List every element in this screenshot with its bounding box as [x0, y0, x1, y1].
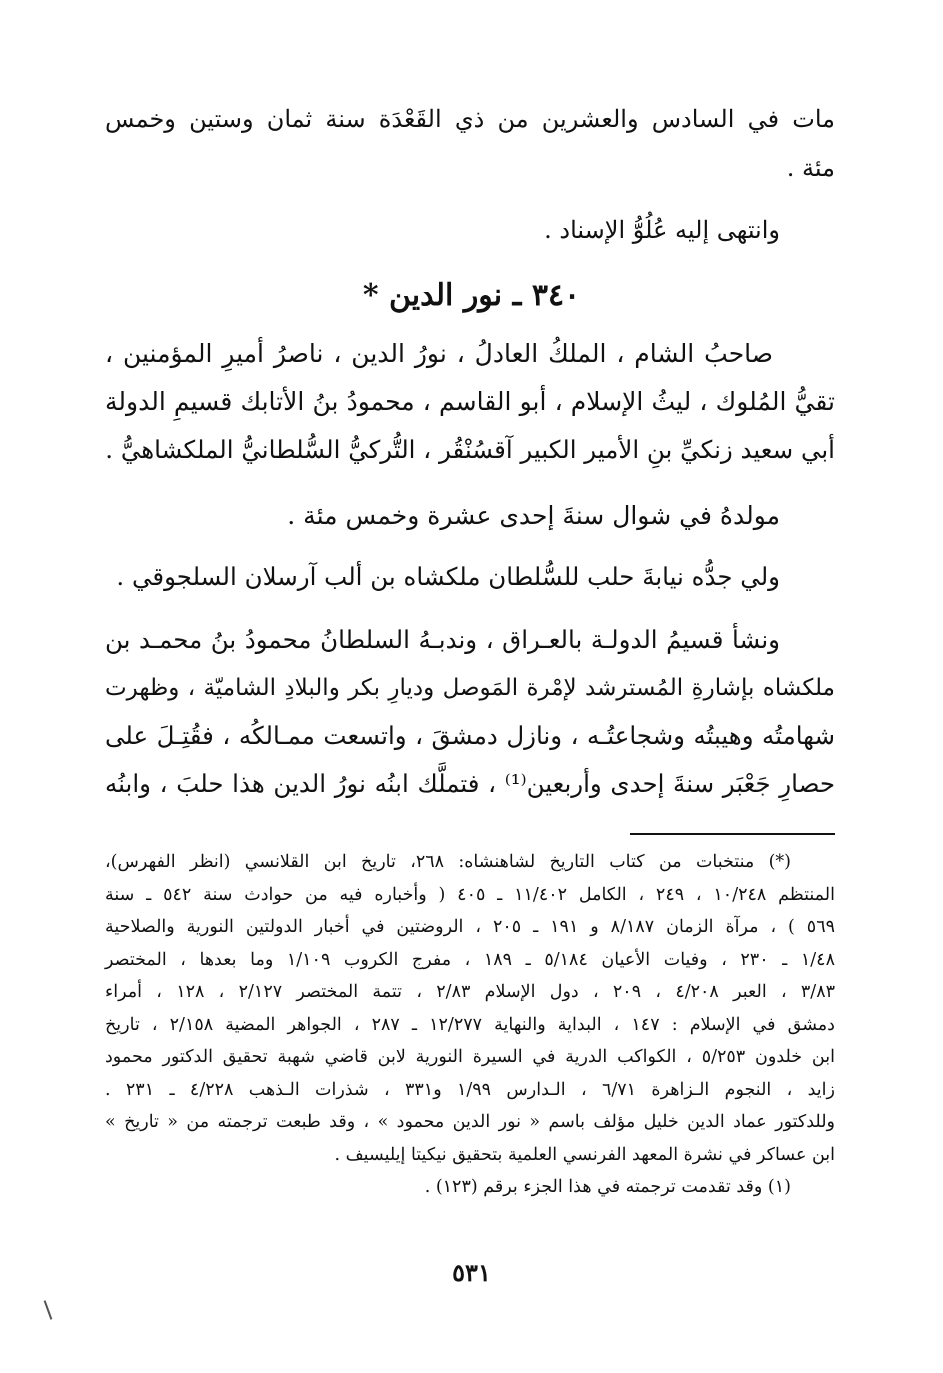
rise-line-2: ملكشاه بإشارةِ المُسترشد لإمْرة المَوصل وديارِ بكر والبلادِ الشاميّة ، وظهرت: [105, 675, 835, 701]
footnote-line: ابن خلدون ٥/٢٥٣ ، الكواكب الدرية في السيرة النورية لابن قاضي شهبة تحقيق الدكتور محمود: [105, 1047, 835, 1067]
page-number: ٥٣١: [452, 1258, 491, 1287]
footnote-divider: [630, 833, 835, 835]
footnote-line: وللدكتور عماد الدين خليل مؤلف باسم « نور الدين محمود » ، وقد طبعت ترجمته من « تاريخ »: [105, 1112, 835, 1132]
intro-sentence: وانتهى إليه عُلُوُّ الإسناد .: [544, 216, 780, 244]
footnote-line: ابن عساكر في نشرة المعهد الفرنسي العلمية بتحقيق نيكيتا إيليسيف .: [334, 1144, 835, 1165]
rise-line-1: ونشأ قسيمُ الدولـة بالعـراق ، وندبـهُ السلطانُ محمودُ بنُ محمـد بن: [105, 625, 780, 654]
footnote-line: (*) منتخبات من كتاب التاريخ لشاهنشاه: ٢٦٨، تاريخ ابن القلانسي (انظر الفهرس)،: [105, 852, 791, 872]
rise-paragraph: [105, 624, 835, 800]
footnote-line: (١) وقد تقدمت ترجمته في هذا الجزء برقم (١٢٣) .: [424, 1177, 791, 1197]
rise-line-4: حصارِ جَعْبَر سنةَ إحدى وأربعين⁽¹⁾ ، فتملَّك ابنُه نورُ الدين هذا حلبَ ، وابنُه: [105, 769, 835, 798]
footnote-line: المنتظم ١٠/٢٤٨ ، ٢٤٩ ، الكامل ١١/٤٠٢ ـ ٤٠٥ ( وأخباره فيه من حوادث سنة ٥٤٢ ـ سنة: [105, 884, 835, 905]
footnote-line: دمشق في الإسلام : ١٤٧ ، البداية والنهاية ١٢/٢٧٧ ـ ٢٨٧ ، الجواهر المضية ٢/١٥٨ ، تاريخ: [105, 1014, 835, 1035]
intro-sentence-block: [105, 214, 835, 246]
scan-mark: [44, 1300, 53, 1319]
footnote-line: ٥٦٩ ) ، مرآة الزمان ٨/١٨٧ و ١٩١ ـ ٢٠٥ ، الروضتين في أخبار الدولتين النورية والصلاحية: [105, 917, 835, 937]
entry-heading: ٣٤٠ ـ نور الدين *: [362, 278, 581, 313]
names-paragraph: [105, 338, 835, 466]
footnote-line: زايد ، النجوم الـزاهرة ٦/٧١ ، الـدارس ١/٩٩ و٣٣١ ، شذرات الـذهب ٤/٢٢٨ ـ ٢٣١ .: [105, 1079, 835, 1100]
birth-paragraph: [105, 500, 835, 532]
aleppo-paragraph: [105, 561, 835, 593]
intro-line-2: مئة .: [786, 154, 835, 182]
aleppo-line: ولي جدُّه نيابةَ حلب للسُّلطان ملكشاه بن ألب آرسلان السلجوقي .: [116, 562, 780, 591]
names-line-2: تقيُّ المُلوك ، ليثُ الإسلام ، أبو القاسم ، محمودُ بنُ الأتابك قسيمِ الدولة: [105, 387, 835, 416]
footnote-line: ٣/٨٣ ، العبر ٤/٢٠٨ ، ٢٠٩ ، دول الإسلام ٢/٨٣ ، تتمة المختصر ٢/١٢٧ ، ١٢٨ ، أمراء: [105, 982, 836, 1002]
birth-line: مولدهُ في شوال سنةَ إحدى عشرة وخمس مئة .: [287, 501, 780, 530]
rise-line-3: شهامتُه وهيبتُه وشجاعتُـه ، ونازل دمشقَ ، واتسعت ممـالكُه ، فقُتِـلَ على: [105, 721, 835, 750]
intro-line-1: مات في السادس والعشرين من ذي القَعْدَة سنة ثمان وستين وخمس: [105, 105, 835, 133]
footnotes: [105, 850, 835, 1200]
footnote-line: ١/٤٨ ـ ٢٣٠ ، وفيات الأعيان ٥/١٨٤ ـ ١٨٩ ، مفرج الكروب ١/١٠٩ وما بعدها ، المختصر: [105, 949, 835, 970]
intro-paragraph: [105, 103, 835, 184]
names-line-1: صاحبُ الشام ، الملكُ العادلُ ، نورُ الدين ، ناصرُ أميرِ المؤمنين ،: [105, 339, 773, 368]
names-line-3: أبي سعيد زنكيِّ بنِ الأمير الكبير آقسُنْقُر ، التُّركيُّ السُّلطانيُّ الملكشاهيُّ .: [105, 435, 835, 464]
